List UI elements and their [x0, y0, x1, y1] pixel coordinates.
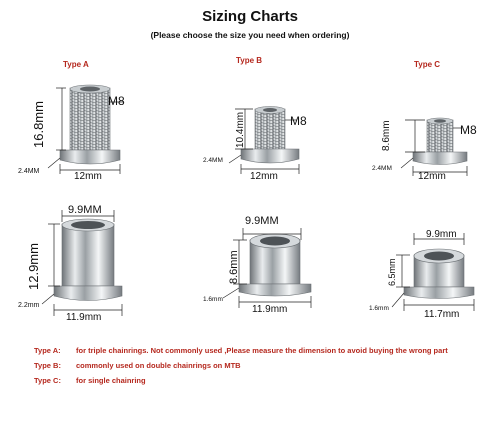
note-key: Type C: — [34, 376, 61, 385]
type-c-bolt-thread: M8 — [460, 123, 477, 137]
type-a-nut-flange: 2.2mm — [18, 302, 40, 309]
type-b-nut-width: 11.9mm — [252, 304, 288, 315]
type-a-nut-height: 12.9mm — [26, 243, 41, 290]
type-c-bolt-flange: 2.4MM — [372, 165, 392, 172]
type-c-nut-width: 11.7mm — [424, 309, 460, 320]
type-c-label: Type C — [414, 60, 441, 69]
type-a-bolt-thread: M8 — [108, 94, 125, 108]
type-a-bolt-width: 12mm — [74, 171, 102, 182]
note-type-b — [34, 361, 448, 376]
type-c-bolt-width: 12mm — [418, 171, 446, 182]
type-b-label: Type B — [236, 56, 263, 65]
type-c-nut-height: 6.5mm — [387, 258, 397, 286]
type-b-bolt-thread: M8 — [290, 114, 307, 128]
page-subtitle: (Please choose the size you need when ordering) — [150, 30, 350, 40]
note-key: Type A: — [34, 346, 61, 355]
type-c-nut-top: 9.9mm — [426, 229, 457, 240]
type-b-nut-height: 8.6mm — [228, 250, 240, 284]
type-a-nut-width: 11.9mm — [66, 312, 102, 323]
notes-list — [34, 346, 448, 391]
page-title: Sizing Charts — [202, 8, 298, 25]
type-b-bolt-width: 12mm — [250, 171, 278, 182]
note-text: commonly used on double chainrings on MTB — [76, 361, 241, 370]
type-a-label: Type A — [63, 60, 89, 69]
note-type-c — [34, 376, 448, 391]
note-text: for triple chainrings. Not commonly used ,Please measure the dimension to avoid buying the wrong part — [76, 346, 448, 355]
type-a-bolt-flange: 2.4MM — [18, 168, 40, 175]
note-key: Type B: — [34, 361, 61, 370]
type-b-bolt-flange: 2.4MM — [203, 157, 223, 164]
type-b-nut-top: 9.9MM — [245, 215, 279, 227]
note-text: for single chainring — [76, 376, 146, 385]
type-a-nut-top: 9.9MM — [68, 204, 102, 216]
type-b-nut-flange: 1.6mm — [203, 296, 223, 303]
type-b-bolt-height: 10.4mm — [235, 111, 246, 148]
type-c-bolt-height: 8.6mm — [381, 120, 392, 151]
type-a-bolt-height: 16.8mm — [31, 101, 46, 148]
type-c-nut-flange: 1.6mm — [369, 305, 389, 312]
note-type-a — [34, 346, 448, 361]
